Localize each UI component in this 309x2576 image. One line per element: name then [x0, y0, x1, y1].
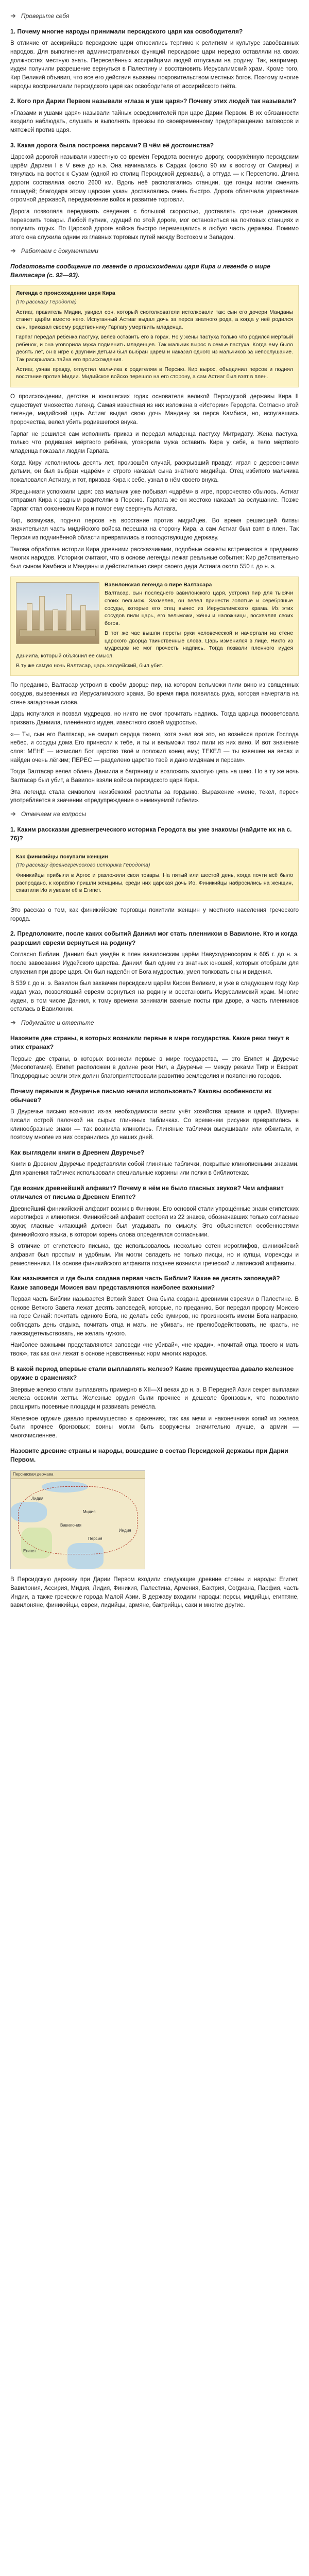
answer-paragraph: Железное оружие давало преимущество в сражениях, так как мечи и наконечники копий из железа были прочнее бронзовых; воины могли быть вооружены значительно лучше, а армии — многочисленнее.	[10, 1415, 299, 1439]
section-heading-answers	[10, 809, 299, 819]
excerpt-paragraph: В ту же самую ночь Валтасар, царь халдейский, был убит.	[16, 662, 163, 669]
answer-paragraph: По преданию, Валтасар устроил в своём дворце пир, на котором вельможи пили вино из священных сосудов, вывезенных из Иерусалимского храма. Во время пира появилась рука, которая начертала на стене загадочные слова.	[10, 682, 299, 706]
arrow-icon: ➜	[10, 1018, 16, 1026]
answer-paragraph: Царь испугался и позвал мудрецов, но никто не смог прочитать надпись. Тогда царица посоветовала призвать Даниила, пленённого иудея, известного своей мудростью.	[10, 711, 299, 726]
ruins-illustration	[16, 582, 99, 644]
answer-kir	[10, 393, 299, 571]
map-label: Индия	[119, 1528, 131, 1533]
excerpt-paragraph: В тот же час вышли персты руки человеческой и начертали на стене царского дворца таинственные слова. Царь изменился в лице. Никто из мудрецов не мог прочесть надпись. Тогда позвали пленного иудея Даниила, который объяснил её смысл.	[16, 630, 293, 659]
answer-paragraph: Жрецы-маги успокоили царя: раз мальчик уже побывал «царём» в игре, пророчество сбылось. Астиаг отправил Кира к родным родителям в Персию. Гарпага же он жестоко наказал за ослушание. Позже Гарпаг стал союзником Кира и помог ему свергнуть Астиага.	[10, 488, 299, 513]
answer-paragraph: В Двуречье письмо возникло из-за необходимости вести учёт хозяйства храмов и царей. Шумеры писали острой палочкой на сырых глиняных табличках. Со временем рисунки превратились в клинообразные знаки — так возникла клинопись. Глиняные таблички высушивали или обжигали, и поэтому многие из них сохранились до наших дней.	[10, 1109, 299, 1141]
answer-paragraph: Дорога позволяла передавать сведения с большой скоростью, доставлять срочные донесения, перевозить товары. Любой путник, идущий по этой дороге, мог остановиться на почтовых станциях и получить отдых. По Царской дороге войска быстро перемещались в любую часть державы. Помимо этого она служила одним из главных торговых путей между Востоком и Западом.	[10, 209, 299, 241]
answer-1	[10, 39, 299, 91]
answer-paragraph: Первые две страны, в которых возникли первые в мире государства, — это Египет и Двуречье (Месопотамия). Египет расположен в долине реки Нил, а Двуречье — между реками Тигр и Евфрат. Плодородные земли этих долин благоприятствовали развитию земледелия и появлению городов.	[10, 1056, 299, 1079]
question-herodotus: 1. Каким рассказам древнегреческого историка Геродота вы уже знакомы (найдите их на с. 76)?	[10, 825, 292, 842]
answer-paragraph: «— Ты, сын его Валтасар, не смирил сердца твоего, хотя знал всё это, но вознёсся против Господа небес, и сосуды дома Его принесли к тебе, и ты и вельможи твои пили из них вино. И вот значение слов: МЕНЕ — исчислил Бог царство твоё и положил конец ему; ТЕКЕЛ — ты взвешен на весах и найден очень лёгким; ПЕРЕС — разделено царство твоё и дано мидянам и персам».	[10, 731, 299, 764]
answer-alphabet	[10, 1205, 299, 1268]
persia-map-figure	[10, 1470, 299, 1569]
question-daniel: 2. Предположите, после каких событий Даниил мог стать пленником в Вавилоне. Кто и когда разрешил евреям вернуться на родину?	[10, 930, 298, 946]
excerpt-paragraph: Гарпаг передал ребёнка пастуху, велев оставить его в горах. Но у жены пастуха только что родился мёртвый ребёнок, и она уговорила мужа подменить младенцев. Так мальчик вырос в семье пастуха. Когда ему было десять лет, он в игре с другими детьми был выбран царём и наказал одного из мальчиков за непослушание. Так раскрылась тайна его происхождения.	[16, 333, 293, 363]
map-label: Египет	[23, 1549, 36, 1554]
answer-paragraph: Такова обработка истории Кира древними рассказчиками, подобные сюжеты встречаются в преданиях многих народов. Историки считают, что в основе легенды лежат реальные события: Кир действительно был сыном Камбиса и Манданы и действительно сверг своего деда Астиага около 550 г. до н. э.	[10, 546, 299, 570]
page	[10, 0, 299, 1625]
section-label: Подумайте и ответьте	[21, 1019, 94, 1026]
section-heading-documents	[10, 246, 299, 256]
answer-paragraph: Тогда Валтасар велел облечь Даниила в багряницу и возложить золотую цепь на шею. Но в ту же ночь Валтасар был убит, а Вавилон взяли войска персидского царя Кира.	[10, 769, 299, 784]
arrow-icon: ➜	[10, 246, 16, 255]
answer-paragraph: В отличие от ассирийцев персидские цари относились терпимо к религиям и культуре завоёванных народов. Для выполнения административных функций персидские цари нередко оставляли на своих должностях местную знать. Переселённых ассирийцами людей отпускали на родину. Так, например, иудеи получили разрешение вернуться в Палестину и восстановить Иерусалимский храм. Кроме того, Кир Великий объявил, что все его действия вызваны покровительством местных богов. Поэтому многие народы воспринимали персидского царя как освободителя от ассирийского гнёта.	[10, 40, 299, 90]
excerpt-paragraph: Астиаг, правитель Мидии, увидел сон, который снотолкователи истолковали так: сын его дочери Манданы станет царём вместо него. Испуганный Астиаг выдал дочь за перса знатного рода, а когда у неё родился сын, приказал своему родственнику Гарпагу умертвить младенца.	[16, 309, 293, 331]
excerpt-title: Вавилонская легенда о пире Валтасара	[105, 581, 212, 588]
answer-writing	[10, 1108, 299, 1142]
answer-paragraph: В 539 г. до н. э. Вавилон был захвачен персидским царём Киром Великим, и уже в следующем году Кир издал указ, позволявший евреям вернуться на родину и восстановить Иерусалимский храм. Многие иудеи, в том числе Даниил, к тому времени занимали важные посты при дворе, а часть пленников осталась в Вавилонии.	[10, 980, 299, 1013]
answer-books	[10, 1160, 299, 1177]
answer-paragraph: Когда Киру исполнилось десять лет, произошёл случай, раскрывший правду: играя с деревенскими детьми, он был выбран «царём» и строго наказал сына знатного мидийца. Отец избитого мальчика пожаловался Астиагу, и тот, призвав Кира к себе, узнал в нём своего внука.	[10, 460, 299, 484]
answer-paragraph: Книги в Древнем Двуречье представляли собой глиняные таблички, покрытые клинописными знаками. Для хранения табличек использовали специальные корзины или полки в библиотеках.	[10, 1161, 299, 1177]
map-label: Вавилония	[60, 1523, 81, 1528]
answer-iron	[10, 1386, 299, 1440]
answer-valtasar	[10, 681, 299, 805]
answer-paragraph: Гарпаг не решился сам исполнить приказ и передал младенца пастуху Митридату. Жена пастуха, только что родившая мёртвого ребёнка, уговорила мужа оставить Кира у себя, а тело мёртвого младенца показали людям Гарпага.	[10, 431, 299, 454]
answer-persia	[10, 1575, 299, 1610]
excerpt-subtitle: (По рассказу Геродота)	[16, 299, 77, 306]
answer-paragraph: «Глазами и ушами царя» называли тайных осведомителей при царе Дарии Первом. В их обязанности входило наблюдать, слушать и выполнять приказы по своевременному предотвращению заговоров и мятежей против царя.	[10, 110, 299, 133]
answer-paragraph: Кир, возмужав, поднял персов на восстание против мидийцев. Во время решающей битвы значительная часть мидийского войска перешла на сторону Кира, а сам Астиаг был взят в плен. Так Персия из подчинённой области превратилась в господствующую державу.	[10, 517, 299, 541]
section-label: Проверьте себя	[21, 12, 70, 20]
answer-paragraph: Древнейший финикийский алфавит возник в Финикии. Его основой стали упрощённые знаки египетских иероглифов и клинописи. Финикийский алфавит состоял из 22 знаков, обозначавших только согласные звуки; гласные читающий должен был угадывать по смыслу. Это объясняется особенностями финикийского языка, в котором корень слова определялся согласными.	[10, 1206, 299, 1238]
map-title: Персидская держава	[11, 1471, 145, 1479]
answer-paragraph: О происхождении, детстве и юношеских годах основателя великой Персидской державы Кира II существует множество легенд. Самая известная из них изложена в «Истории» Геродота. Согласно этой легенде, мидийский царь Астиаг выдал свою дочь Мандану за перса Камбиса, но, испугавшись пророчества, велел убить родившегося внука.	[10, 393, 299, 426]
excerpt-paragraph: Финикийцы прибыли в Аргос и разложили свои товары. На пятый или шестой день, когда почти всё было распродано, к кораблю пришли женщины, среди них царская дочь Ио. Финикийцы набросились на женщин, схватили Ио и увезли её в Египет.	[16, 872, 293, 894]
answer-bible	[10, 1295, 299, 1359]
question-3: 3. Какая дорога была построена персами? В чём её достоинства?	[10, 141, 214, 149]
map-label: Лидия	[31, 1496, 44, 1501]
answer-first-states	[10, 1055, 299, 1081]
question-bible: Как называется и где была создана первая часть Библии? Какие ее десять заповедей? Какие заповеди Моисея вам представляются наиболее важными?	[10, 1275, 280, 1291]
answer-3	[10, 153, 299, 242]
excerpt-phoenicians	[10, 849, 299, 901]
question-1: 1. Почему многие народы принимали персидского царя как освободителя?	[10, 27, 243, 35]
document-task: Подготовьте сообщение по легенде о происхождении царя Кира и легенде о мире Валтасара (с. 92—93).	[10, 262, 270, 279]
map-label: Мидия	[83, 1510, 96, 1515]
answer-paragraph: В отличие от египетского письма, где использовалось несколько сотен иероглифов, финикийский алфавит был простым и удобным. Им могли овладеть не только писцы, но и купцы, мореходы и ремесленники. На основе финикийского алфавита позднее возникли греческий и латинский алфавиты.	[10, 1243, 299, 1267]
excerpt-subtitle: (По рассказу древнегреческого историка Геродота)	[16, 862, 150, 869]
section-label: Отвечаем на вопросы	[21, 810, 87, 818]
question-books: Как выглядели книги в Древнем Двуречье?	[10, 1149, 145, 1157]
answer-paragraph: Согласно Библии, Даниил был уведён в плен вавилонским царём Навуходоносором в 605 г. до н. э. после завоевания Иудейского царства. Даниил был одним из знатных юношей, которых отобрали для служения при дворе царя. Он был наделён от Бога мудростью, умел толковать сны и видения.	[10, 952, 299, 975]
answer-paragraph: В Персидскую державу при Дарии Первом входили следующие древние страны и народы: Египет, Вавилония, Ассирия, Мидия, Лидия, Финикия, Палестина, Армения, Бактрия, Согдиана, Парфия, часть Индии, а также греческие города Малой Азии. В державу входили народы: персы, мидийцы, египтяне, вавилоняне, финикийцы, евреи, лидийцы, армяне, бактрийцы, саки и многие другие.	[10, 1577, 299, 1609]
question-writing: Почему первыми в Двуречье письмо начали использовать? Каковы особенности их обычаев?	[10, 1087, 272, 1104]
question-first-states: Назовите две страны, в которых возникли первые в мире государства. Какие реки текут в этих странах?	[10, 1034, 289, 1051]
excerpt-paragraph: Астиаг, узнав правду, отпустил мальчика к родителям в Персию. Кир вырос, объединил персов и поднял восстание против Мидии. Мидийское войско перешло на его сторону, а сам Астиаг был взят в плен.	[16, 366, 293, 380]
answer-paragraph: Эта легенда стала символом неизбежной расплаты за гордыню. Выражение «мене, текел, перес» употребляется в значении «предупреждение о неминуемой гибели».	[10, 789, 299, 804]
question-iron: В какой период впервые стали выплавлять железо? Какие преимущества давало железное оружие в сражениях?	[10, 1365, 294, 1382]
question-2: 2. Кого при Дарии Первом называли «глаза и уши царя»? Почему этих людей так называли?	[10, 97, 297, 105]
excerpt-kir-legend	[10, 285, 299, 387]
arrow-icon: ➜	[10, 12, 16, 20]
answer-paragraph: Первая часть Библии называется Ветхий Завет. Она была создана древними евреями в Палестине. В основе Ветхого Завета лежат десять заповедей, которые, по преданию, Бог передал пророку Моисею на горе Синай: почитать единого Бога, не делать себе кумиров, не произносить имени Бога напрасно, соблюдать день отдыха, почитать отца и мать, не убивать, не прелюбодействовать, не красть, не лжесвидетельствовать, не желать чужого.	[10, 1296, 299, 1337]
answer-daniel	[10, 951, 299, 1014]
section-label: Работаем с документами	[21, 247, 98, 255]
excerpt-title: Легенда о происхождении царя Кира	[16, 290, 115, 297]
arrow-icon: ➜	[10, 810, 16, 818]
answer-2	[10, 109, 299, 135]
answer-herodotus	[10, 906, 299, 923]
answer-paragraph: Наиболее важными представляются заповеди «не убивай», «не кради», «почитай отца твоего и мать твою», так как они лежат в основе нравственных норм многих народов.	[10, 1342, 299, 1358]
answer-paragraph: Это рассказ о том, как финикийские торговцы похитили женщин у местного населения греческого города.	[10, 907, 299, 922]
section-heading-think	[10, 1018, 299, 1028]
question-persia: Назовите древние страны и народы, вошедшие в состав Персидской державы при Дарии Первом.	[10, 1447, 288, 1463]
section-heading-check	[10, 11, 299, 21]
map-label: Персия	[88, 1536, 102, 1541]
excerpt-paragraph: Валтасар, сын последнего вавилонского царя, устроил пир для тысячи своих вельмож. Захмелев, он велел принести золотые и серебряные сосуды, которые его отец вынес из Иерусалимского храма. Из этих сосудов пили царь, его вельможи, жёны и наложницы, восхваляя своих богов.	[105, 590, 293, 627]
answer-paragraph: Впервые железо стали выплавлять примерно в XII—XI веках до н. э. В Передней Азии секрет выплавки железа освоили хетты. Железные орудия были прочнее и дешевле бронзовых, что позволило расширить посевные площади и развивать ремёсла.	[10, 1386, 299, 1410]
question-alphabet: Где возник древнейший алфавит? Почему в нём не было гласных звуков? Чем алфавит отличался от письма в Древнем Египте?	[10, 1184, 284, 1201]
answer-paragraph: Царской дорогой называли известную со времён Геродота военную дорогу, сооружённую персидским царём Дарием I в V веке до н.э. Она начиналась в Сардах (около 90 км к востоку от Смирны) и тянулась на восток к Сузам (одной из столиц Персидской державы), а оттуда — к Персеполю. Длина дороги составляла около 2600 км. Вдоль неё располагались станции, где гонцы могли сменить лошадей; благодаря этому царские указы доставлялись очень быстро. Дорога облегчала управление огромной державой, передвижение войск и развитие торговли.	[10, 154, 299, 204]
persia-map	[10, 1470, 145, 1569]
excerpt-valtasar-legend	[10, 577, 299, 676]
excerpt-title: Как финикийцы покупали женщин	[16, 853, 108, 860]
